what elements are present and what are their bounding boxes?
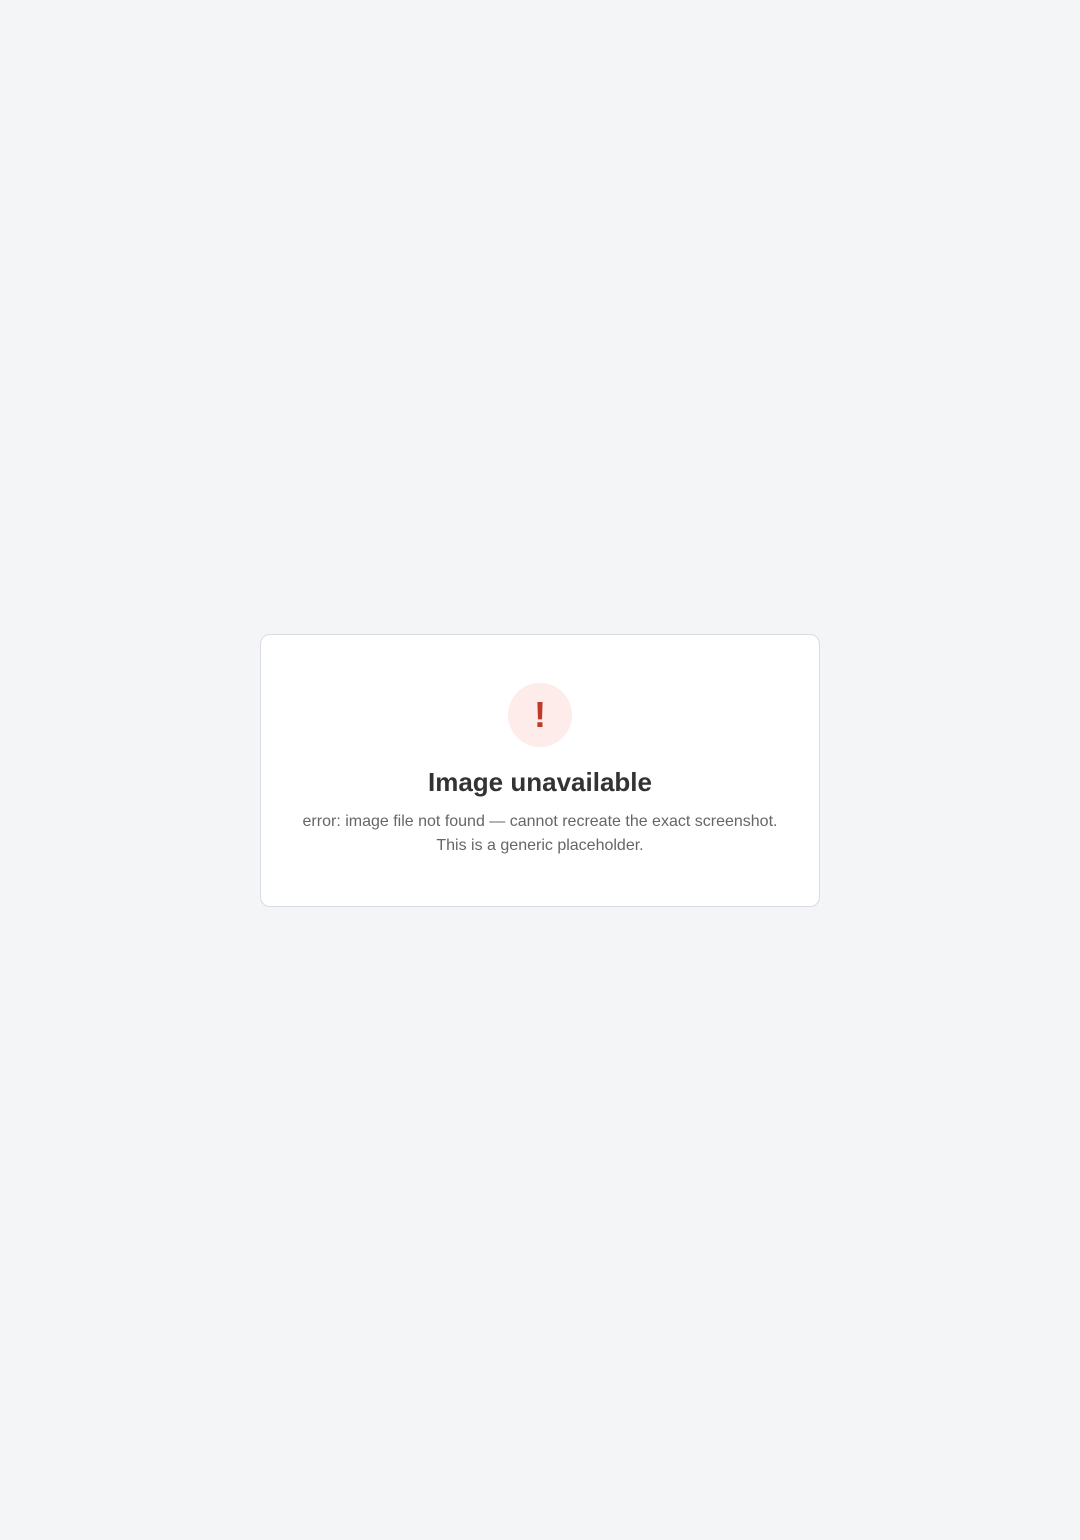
- placeholder-title: Image unavailable: [428, 766, 652, 797]
- warning-icon: !: [508, 683, 572, 747]
- placeholder-message: error: image file not found — cannot recreate the exact screenshot. This is a generic placeholder.: [302, 812, 778, 854]
- placeholder-card: [260, 634, 820, 907]
